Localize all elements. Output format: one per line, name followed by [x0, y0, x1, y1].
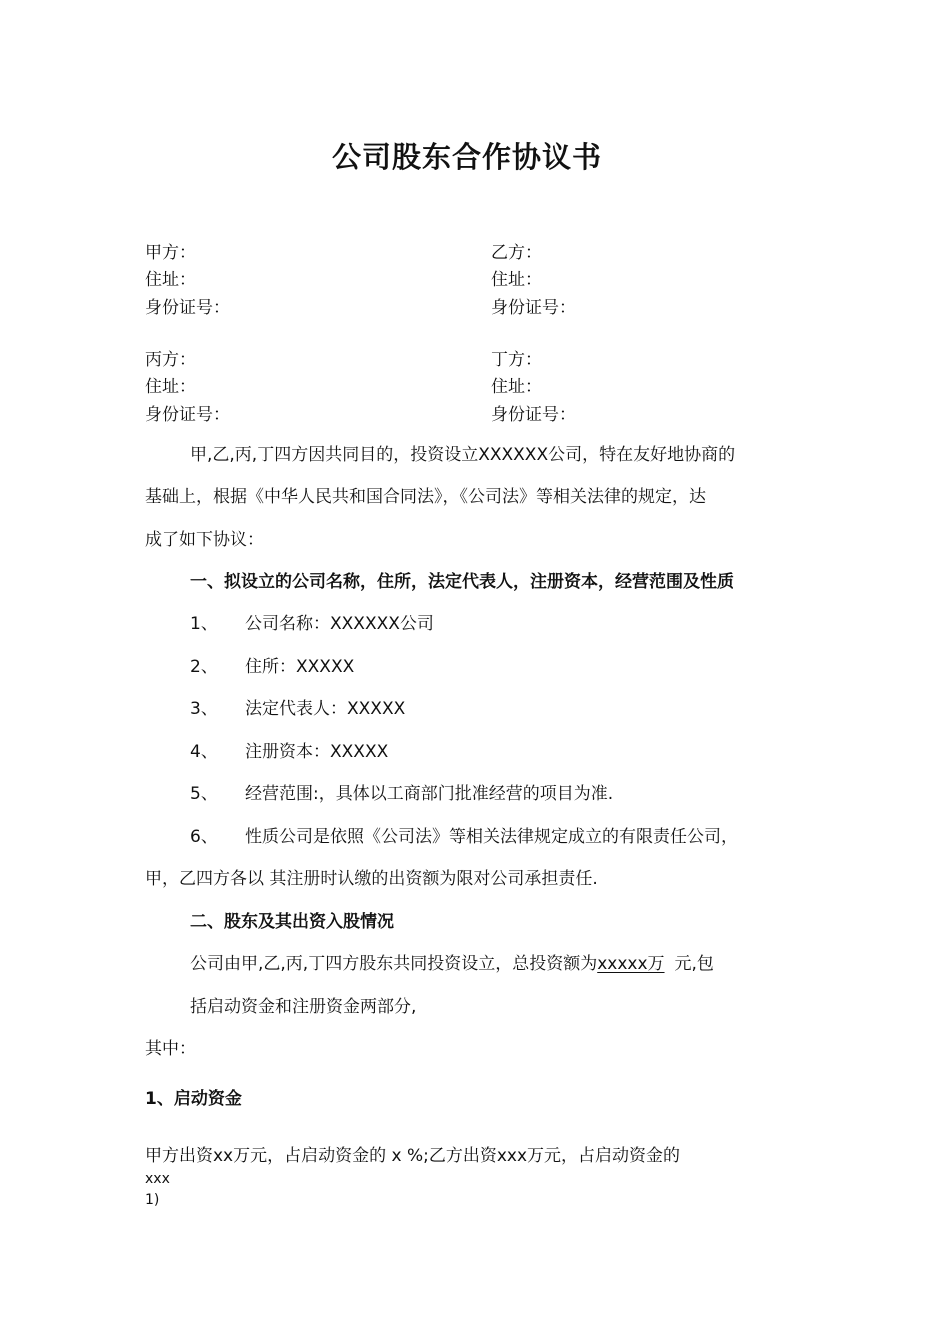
party-jia-name-label: 甲方： [145, 243, 196, 263]
intro-line-3: 成了如下协议： [145, 530, 264, 550]
party-bing-id-label: 身份证号： [145, 405, 230, 425]
party-ding-address-label: 住址： [491, 377, 542, 397]
list-item-text: 注册资本：XXXXX [245, 742, 389, 762]
total-investment-amount: xxxxx万 [597, 954, 665, 974]
section-2-heading: 二、股东及其出资入股情况 [190, 912, 394, 932]
investment-text-after: 元,包 [674, 954, 714, 974]
list-item-text: 法定代表人：XXXXX [245, 699, 406, 719]
section-1-heading: 一、拟设立的公司名称，住所，法定代表人，注册资本，经营范围及性质 [190, 572, 734, 592]
list-item-text: 性质公司是依照《公司法》等相关法律规定成立的有限责任公司， [245, 827, 738, 847]
list-item-number: 4、 [190, 742, 218, 762]
party-jia-address-label: 住址： [145, 270, 196, 290]
list-item-number: 2、 [190, 657, 218, 677]
list-item-number: 3、 [190, 699, 218, 719]
startup-capital-heading: 1、启动资金 [145, 1089, 242, 1109]
startup-capital-line-1: 甲方出资xx万元，占启动资金的 x %;乙方出资xxx万元，占启动资金的 [145, 1146, 681, 1166]
investment-paragraph-line-1 [190, 956, 714, 973]
startup-capital-line-3: 1) [145, 1192, 160, 1208]
list-item-continuation: 甲，乙四方各以 其注册时认缴的出资额为限对公司承担责任. [145, 869, 598, 889]
party-bing-address-label: 住址： [145, 377, 196, 397]
party-jia-id-label: 身份证号： [145, 298, 230, 318]
investment-paragraph-line-2: 括启动资金和注册资金两部分, [190, 997, 417, 1017]
investment-text-before: 公司由甲,乙,丙,丁四方股东共同投资设立，总投资额为 [190, 954, 598, 974]
startup-capital-line-2: xxx [145, 1171, 170, 1187]
list-item-number: 1、 [190, 614, 218, 634]
qizhong-label: 其中： [145, 1039, 196, 1059]
list-item-text: 经营范围:，具体以工商部门批准经营的项目为准. [245, 784, 614, 804]
party-yi-name-label: 乙方： [491, 243, 542, 263]
list-item-number: 6、 [190, 827, 218, 847]
party-yi-id-label: 身份证号： [491, 298, 576, 318]
party-bing-name-label: 丙方： [145, 350, 196, 370]
intro-line-2: 基础上，根据《中华人民共和国合同法》，《公司法》等相关法律的规定，达 [145, 487, 706, 507]
list-item-text: 住所：XXXXX [245, 657, 355, 677]
party-yi-address-label: 住址： [491, 270, 542, 290]
list-item-text: 公司名称：XXXXXX公司 [245, 614, 434, 634]
list-item-number: 5、 [190, 784, 218, 804]
party-ding-id-label: 身份证号： [491, 405, 576, 425]
party-ding-name-label: 丁方： [491, 350, 542, 370]
document-title: 公司股东合作协议书 [332, 140, 603, 174]
intro-line-1: 甲,乙,丙,丁四方因共同目的，投资设立XXXXXX公司，特在友好地协商的 [190, 445, 736, 465]
